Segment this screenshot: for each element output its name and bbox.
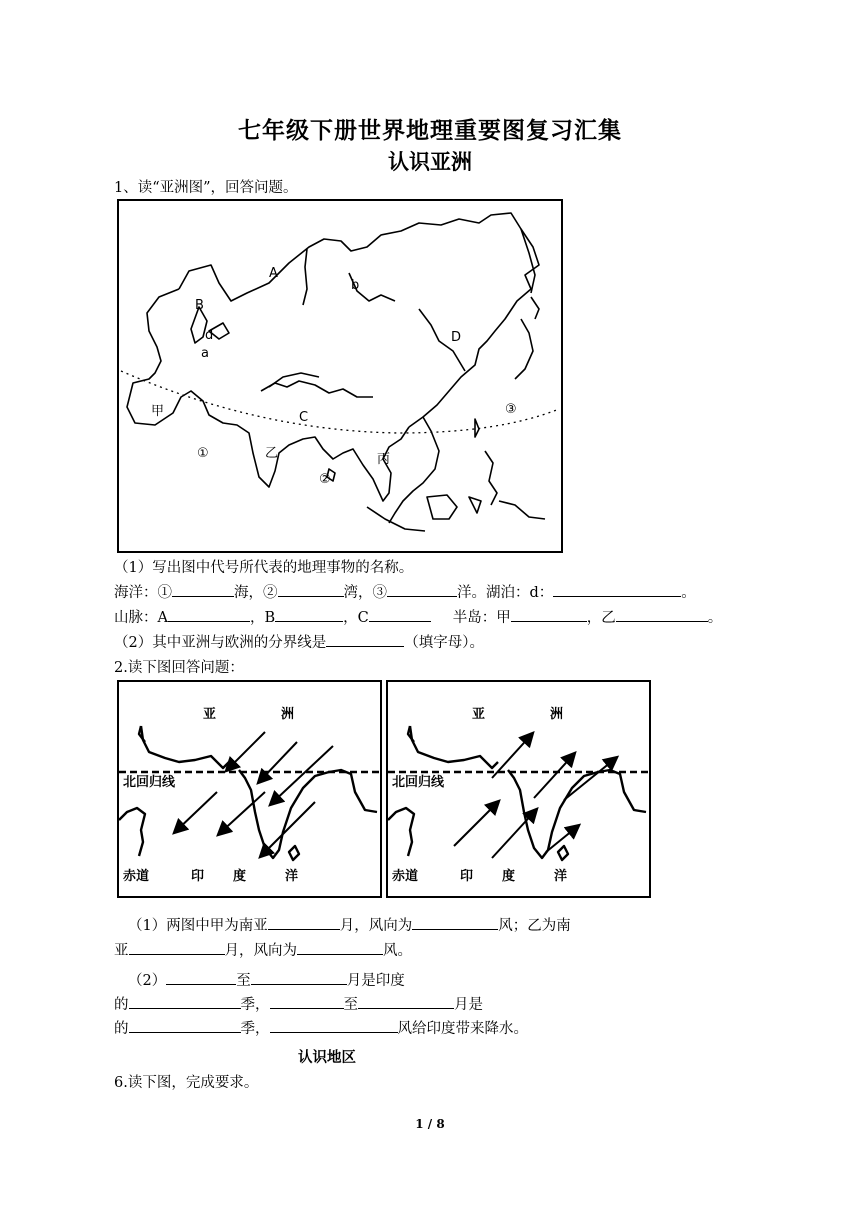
map-label-circle-1: ①: [197, 446, 209, 461]
q2-sub1-line2-text: 月，风向为: [224, 943, 297, 959]
q2-sub2-line2: [114, 993, 483, 1014]
blank-peninsula-jia[interactable]: [511, 607, 587, 622]
q2-sub1-line2: [114, 939, 412, 960]
q2-sub2-line3-end: 风给印度带来降水。: [397, 1021, 528, 1037]
map-label-ocean-1: 印: [460, 869, 474, 884]
map-label-circle-2: ②: [319, 472, 331, 487]
blank-ocean-3[interactable]: [387, 582, 457, 597]
q6-prompt: 6.读下图，完成要求。: [114, 1075, 259, 1091]
q2-sub2-line1: [128, 969, 405, 990]
q2-sub1-lead: （1）两图中甲为南亚: [128, 918, 268, 934]
blank-mountain-C[interactable]: [369, 607, 431, 622]
asia-map: [117, 199, 563, 553]
map-label-asia-2: 洲: [281, 707, 295, 722]
monsoon-map-summer-drawing: [388, 682, 649, 896]
blank-jia-wind[interactable]: [412, 915, 498, 930]
blank-mountain-A[interactable]: [168, 607, 250, 622]
mountain-lead: 山脉：A: [114, 610, 168, 626]
map-label-asia-1: 亚: [203, 707, 217, 722]
q2-sub2-line3: [114, 1017, 528, 1038]
blank-dry-start[interactable]: [166, 970, 236, 985]
map-label-ocean-2: 度: [502, 869, 516, 884]
q1-prompt: 1、读“亚洲图”，回答问题。: [114, 180, 298, 196]
q2-sub2-line2-text-3: 月是: [454, 997, 483, 1013]
blank-rain-wind[interactable]: [270, 1018, 398, 1033]
map-label-circle-3: ③: [505, 402, 517, 417]
q2-sub2-line2-lead: 的: [114, 997, 129, 1013]
q2-sub1-text-1: 月，风向为: [339, 918, 413, 934]
map-label-yi: 乙: [265, 446, 279, 461]
map-label-d: d: [205, 328, 214, 343]
monsoon-map-winter: [117, 680, 382, 898]
section-title-asia: 认识亚洲: [388, 150, 472, 174]
ocean-end: 。: [681, 585, 696, 601]
q2-sub1-line2-lead: 亚: [114, 943, 129, 959]
blank-ocean-2[interactable]: [278, 582, 344, 597]
q2-sub2-text-1: 至: [236, 973, 251, 989]
q2-sub2-text-2: 月是印度: [346, 973, 405, 989]
map-label-ocean-2: 度: [233, 869, 247, 884]
mountain-text-1: ，B: [249, 610, 276, 626]
ocean-text-1: 海，②: [234, 585, 278, 601]
map-label-asia-2: 洲: [550, 707, 564, 722]
blank-jia-month[interactable]: [268, 915, 340, 930]
blank-yi-month[interactable]: [129, 940, 225, 955]
q1-sub2: [114, 631, 484, 652]
q1-sub1: （1）写出图中代号所代表的地理事物的名称。: [114, 560, 414, 576]
asia-map-drawing: [119, 201, 561, 551]
map-label-ocean-1: 印: [191, 869, 205, 884]
map-label-b: b: [351, 278, 360, 293]
q1-ocean-line: [114, 581, 696, 602]
map-label-C: C: [299, 410, 309, 425]
map-label-tropic: 北回归线: [392, 775, 445, 790]
blank-season-1[interactable]: [129, 994, 241, 1009]
q2-sub2-lead: （2）: [128, 973, 167, 989]
boundary-end: （填字母）。: [404, 635, 484, 651]
mountain-text-2: ，C: [343, 610, 369, 626]
monsoon-map-summer: [386, 680, 651, 898]
blank-wet-start[interactable]: [270, 994, 344, 1009]
q2-sub1-line1: [128, 914, 571, 935]
mountain-text-3: 半岛：甲: [452, 610, 511, 626]
document-title: 七年级下册世界地理重要图复习汇集: [238, 118, 622, 144]
blank-dry-end[interactable]: [251, 970, 347, 985]
blank-peninsula-yi[interactable]: [616, 607, 708, 622]
ocean-text-2: 湾，③: [343, 585, 387, 601]
q1-mountain-line: [114, 606, 722, 627]
q2-sub2-line2-text-2: 至: [343, 997, 358, 1013]
map-label-A: A: [269, 266, 278, 281]
blank-ocean-1[interactable]: [172, 582, 234, 597]
mountain-text-4: ，乙: [586, 610, 616, 626]
boundary-lead: （2）其中亚洲与欧洲的分界线是: [114, 635, 327, 651]
section-heading-regions: 认识地区: [298, 1050, 356, 1066]
map-label-ocean-3: 洋: [285, 869, 299, 884]
blank-lake-d[interactable]: [553, 582, 681, 597]
ocean-lead: 海洋：①: [114, 585, 172, 601]
map-label-D: D: [451, 330, 462, 345]
map-label-ocean-3: 洋: [554, 869, 568, 884]
map-label-asia-1: 亚: [472, 707, 486, 722]
blank-season-2[interactable]: [129, 1018, 241, 1033]
page-number: 1 / 8: [415, 1117, 445, 1131]
q2-sub1-text-2: 风；乙为南: [498, 918, 571, 934]
q2-prompt: 2.读下图回答问题：: [114, 660, 244, 676]
q2-sub2-line2-text-1: 季，: [240, 997, 270, 1013]
ocean-text-3: 洋。湖泊：d：: [457, 585, 554, 601]
mountain-end: 。: [707, 610, 723, 626]
q2-sub2-line3-text: 季，: [240, 1021, 270, 1037]
map-label-tropic: 北回归线: [123, 775, 176, 790]
map-label-equator: 赤道: [392, 869, 419, 884]
q2-sub1-line2-end: 风。: [383, 943, 412, 959]
monsoon-map-winter-drawing: [119, 682, 380, 896]
map-label-bing: 丙: [377, 452, 391, 467]
blank-boundary[interactable]: [326, 632, 404, 647]
map-label-a: a: [201, 346, 209, 361]
map-label-jia: 甲: [151, 404, 165, 419]
q2-sub2-line3-lead: 的: [114, 1021, 129, 1037]
blank-wet-end[interactable]: [358, 994, 454, 1009]
blank-mountain-B[interactable]: [275, 607, 343, 622]
map-label-B: B: [195, 298, 204, 313]
map-label-equator: 赤道: [123, 869, 150, 884]
blank-yi-wind[interactable]: [297, 940, 383, 955]
